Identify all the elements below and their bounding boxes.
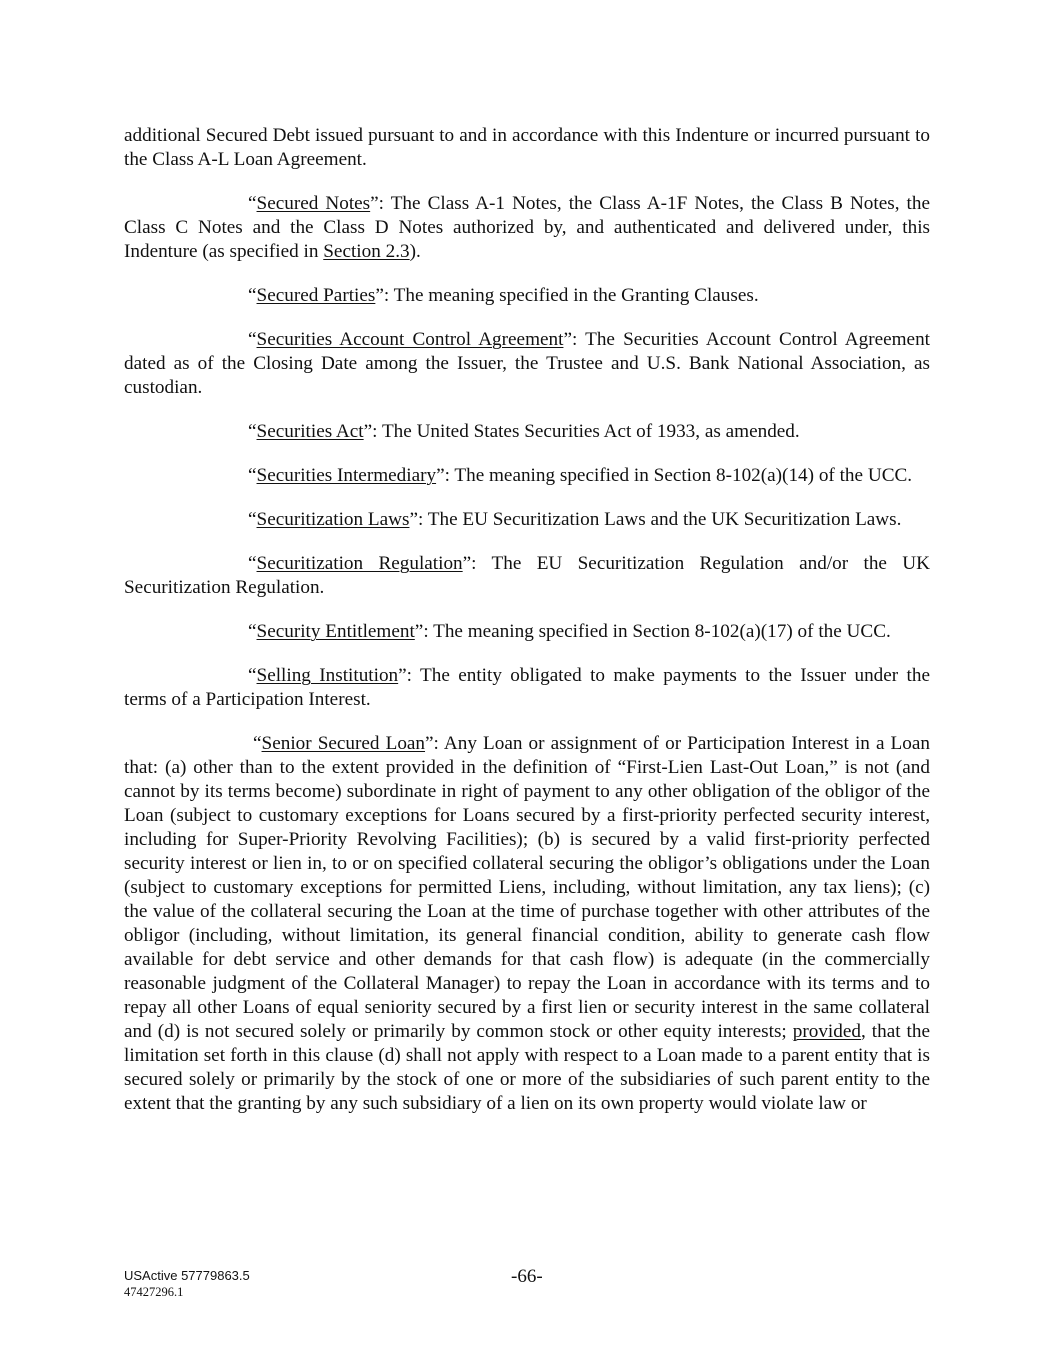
definition-security-entitlement xyxy=(124,620,930,644)
open-quote: “ xyxy=(248,193,257,214)
proviso-term: provided xyxy=(792,1021,861,1042)
open-quote: “ xyxy=(248,421,257,442)
definition-securitization-laws xyxy=(124,508,930,532)
defined-term: Secured Parties xyxy=(256,285,376,306)
definition-securitization-regulation xyxy=(124,552,930,600)
open-quote: “ xyxy=(248,509,257,530)
definition-text: ”: The EU Securitization Regulation and/or the UK Securitization Regulation. xyxy=(124,553,930,598)
definition-text: ”: The meaning specified in Section 8-102(a)(14) of the UCC. xyxy=(436,465,913,486)
page-footer xyxy=(124,1268,930,1300)
defined-term: Securities Account Control Agreement xyxy=(256,329,564,350)
definition-secured-notes xyxy=(124,192,930,264)
definition-text: ”: Any Loan or assignment of or Participation Interest in a Loan that: (a) other than to the extent provided in the definition of “First-Lien Last-Out Loan,” is not (and cannot by its terms become) subordinate in right of payment to any other obligation of the obligor of the Loan (subject to customary exceptions for Loans secured by a first-priority perfected security interest, including for Super-Priority Revolving Facilities); (b) is secured by a valid first-priority perfected security interest or lien in, to or on specified collateral securing the obligor’s obligations under the Loan (subject to customary exceptions for permitted Liens, including, without limitation, any tax liens); (c) the value of the collateral securing the Loan at the time of purchase together with other attributes of the obligor (including, without limitation, its general financial condition, ability to generate cash flow available for debt service and other demands for that cash flow) is adequate (in the commercially reasonable judgment of the Collateral Manager) to repay the Loan in accordance with its terms and to repay all other Loans of equal seniority secured by a first lien or security interest in the same collateral and (d) is not secured solely or primarily by common stock or other equity interests; xyxy=(124,733,930,1042)
definition-text: ”: The EU Securitization Laws and the UK Securitization Laws. xyxy=(409,509,902,530)
defined-term: Security Entitlement xyxy=(256,621,415,642)
defined-term: Selling Institution xyxy=(256,665,399,686)
open-quote: “ xyxy=(248,465,257,486)
section-reference: Section 2.3 xyxy=(323,241,410,262)
definition-selling-institution xyxy=(124,664,930,712)
definition-senior-secured-loan xyxy=(124,732,930,1116)
defined-term: Securitization Laws xyxy=(256,509,410,530)
definition-text: ”: The meaning specified in Section 8-102(a)(17) of the UCC. xyxy=(414,621,891,642)
open-quote: “ xyxy=(248,665,257,686)
definition-tail: ). xyxy=(409,241,421,262)
definition-securities-intermediary xyxy=(124,464,930,488)
document-id: USActive 57779863.5 xyxy=(124,1268,250,1283)
open-quote: “ xyxy=(248,285,257,306)
definition-securities-account-control-agreement xyxy=(124,328,930,400)
defined-term: Secured Notes xyxy=(256,193,371,214)
page-number: -66- xyxy=(511,1266,543,1287)
definition-text: ”: The Securities Account Control Agreement dated as of the Closing Date among the Issuer, the Trustee and U.S. Bank National Association, as custodian. xyxy=(124,329,930,398)
definition-secured-parties xyxy=(124,284,930,308)
definition-text: ”: The Class A-1 Notes, the Class A-1F Notes, the Class B Notes, the Class C Notes and the Class D Notes authorized by, and authenticated and delivered under, this Indenture (as specified in xyxy=(124,193,931,262)
open-quote: “ xyxy=(253,733,262,754)
defined-term: Securities Intermediary xyxy=(256,465,437,486)
defined-term: Securities Act xyxy=(256,421,364,442)
defined-term: Senior Secured Loan xyxy=(261,733,426,754)
open-quote: “ xyxy=(248,553,257,574)
document-id-secondary: 47427296.1 xyxy=(124,1285,184,1299)
open-quote: “ xyxy=(248,329,257,350)
definition-tail: , that the limitation set forth in this clause (d) shall not apply with respect to a Loan made to a parent entity that is secured solely or primarily by the stock of one or more of the subsidiaries of such parent entity to the extent that the granting by any such subsidiary of a lien on its own property would violate law or xyxy=(124,1021,930,1114)
document-page xyxy=(124,124,930,1136)
paragraph-continuation xyxy=(124,124,930,172)
definition-securities-act xyxy=(124,420,930,444)
open-quote: “ xyxy=(248,621,257,642)
paragraph-text: additional Secured Debt issued pursuant to and in accordance with this Indenture or incurred pursuant to the Class A-L Loan Agreement. xyxy=(124,125,930,170)
defined-term: Securitization Regulation xyxy=(256,553,463,574)
definition-text: ”: The entity obligated to make payments to the Issuer under the terms of a Participation Interest. xyxy=(124,665,930,710)
definition-text: ”: The United States Securities Act of 1933, as amended. xyxy=(363,421,800,442)
definition-text: ”: The meaning specified in the Granting Clauses. xyxy=(375,285,759,306)
